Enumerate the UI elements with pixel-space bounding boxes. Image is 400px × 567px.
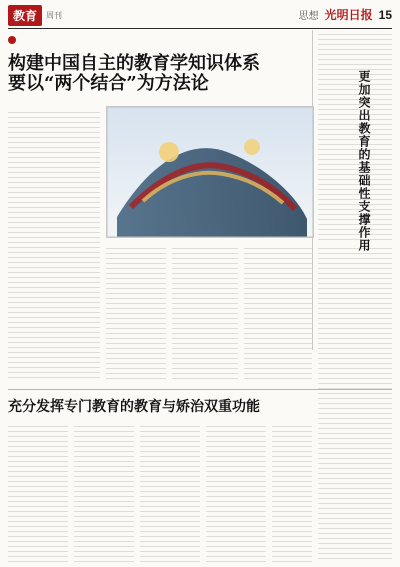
page-header [0, 0, 400, 28]
kicker-dot-icon [8, 36, 16, 44]
right-text-column-1 [318, 34, 392, 244]
article2-text-column-1 [8, 426, 68, 562]
article-photo [106, 106, 314, 238]
article-text-column-3 [172, 248, 238, 382]
article-headline-line-1: 构建中国自主的教育学知识体系 [8, 53, 260, 74]
page-number: 15 [378, 7, 392, 22]
section-badge: 教育 [8, 5, 42, 26]
article-headline-line-2: 要以“两个结合”为方法论 [8, 73, 209, 94]
right-text-column-2 [318, 248, 392, 560]
kicker [8, 36, 16, 44]
article2-text-column-4 [206, 426, 266, 562]
header-left [8, 5, 62, 26]
section-divider [8, 389, 392, 390]
article-text-column-1 [8, 112, 100, 382]
article2-headline: 充分发挥专门教育的教育与矫治双重功能 [8, 399, 260, 415]
section-title: 思想 [298, 11, 319, 22]
header-small-label: 周刊 [46, 11, 63, 20]
article-text-column-4 [244, 248, 312, 382]
masthead: 光明日报 [324, 8, 373, 22]
photo-illustration [107, 107, 313, 237]
header-right [299, 6, 392, 23]
article2-text-column-2 [74, 426, 134, 562]
header-rule [8, 28, 392, 29]
article-text-column-2 [106, 248, 166, 382]
right-title-text: 更加突出教育的基础性支撑作用 [357, 70, 371, 252]
article2-text-column-3 [140, 426, 200, 562]
article2-text-column-5 [272, 426, 312, 562]
